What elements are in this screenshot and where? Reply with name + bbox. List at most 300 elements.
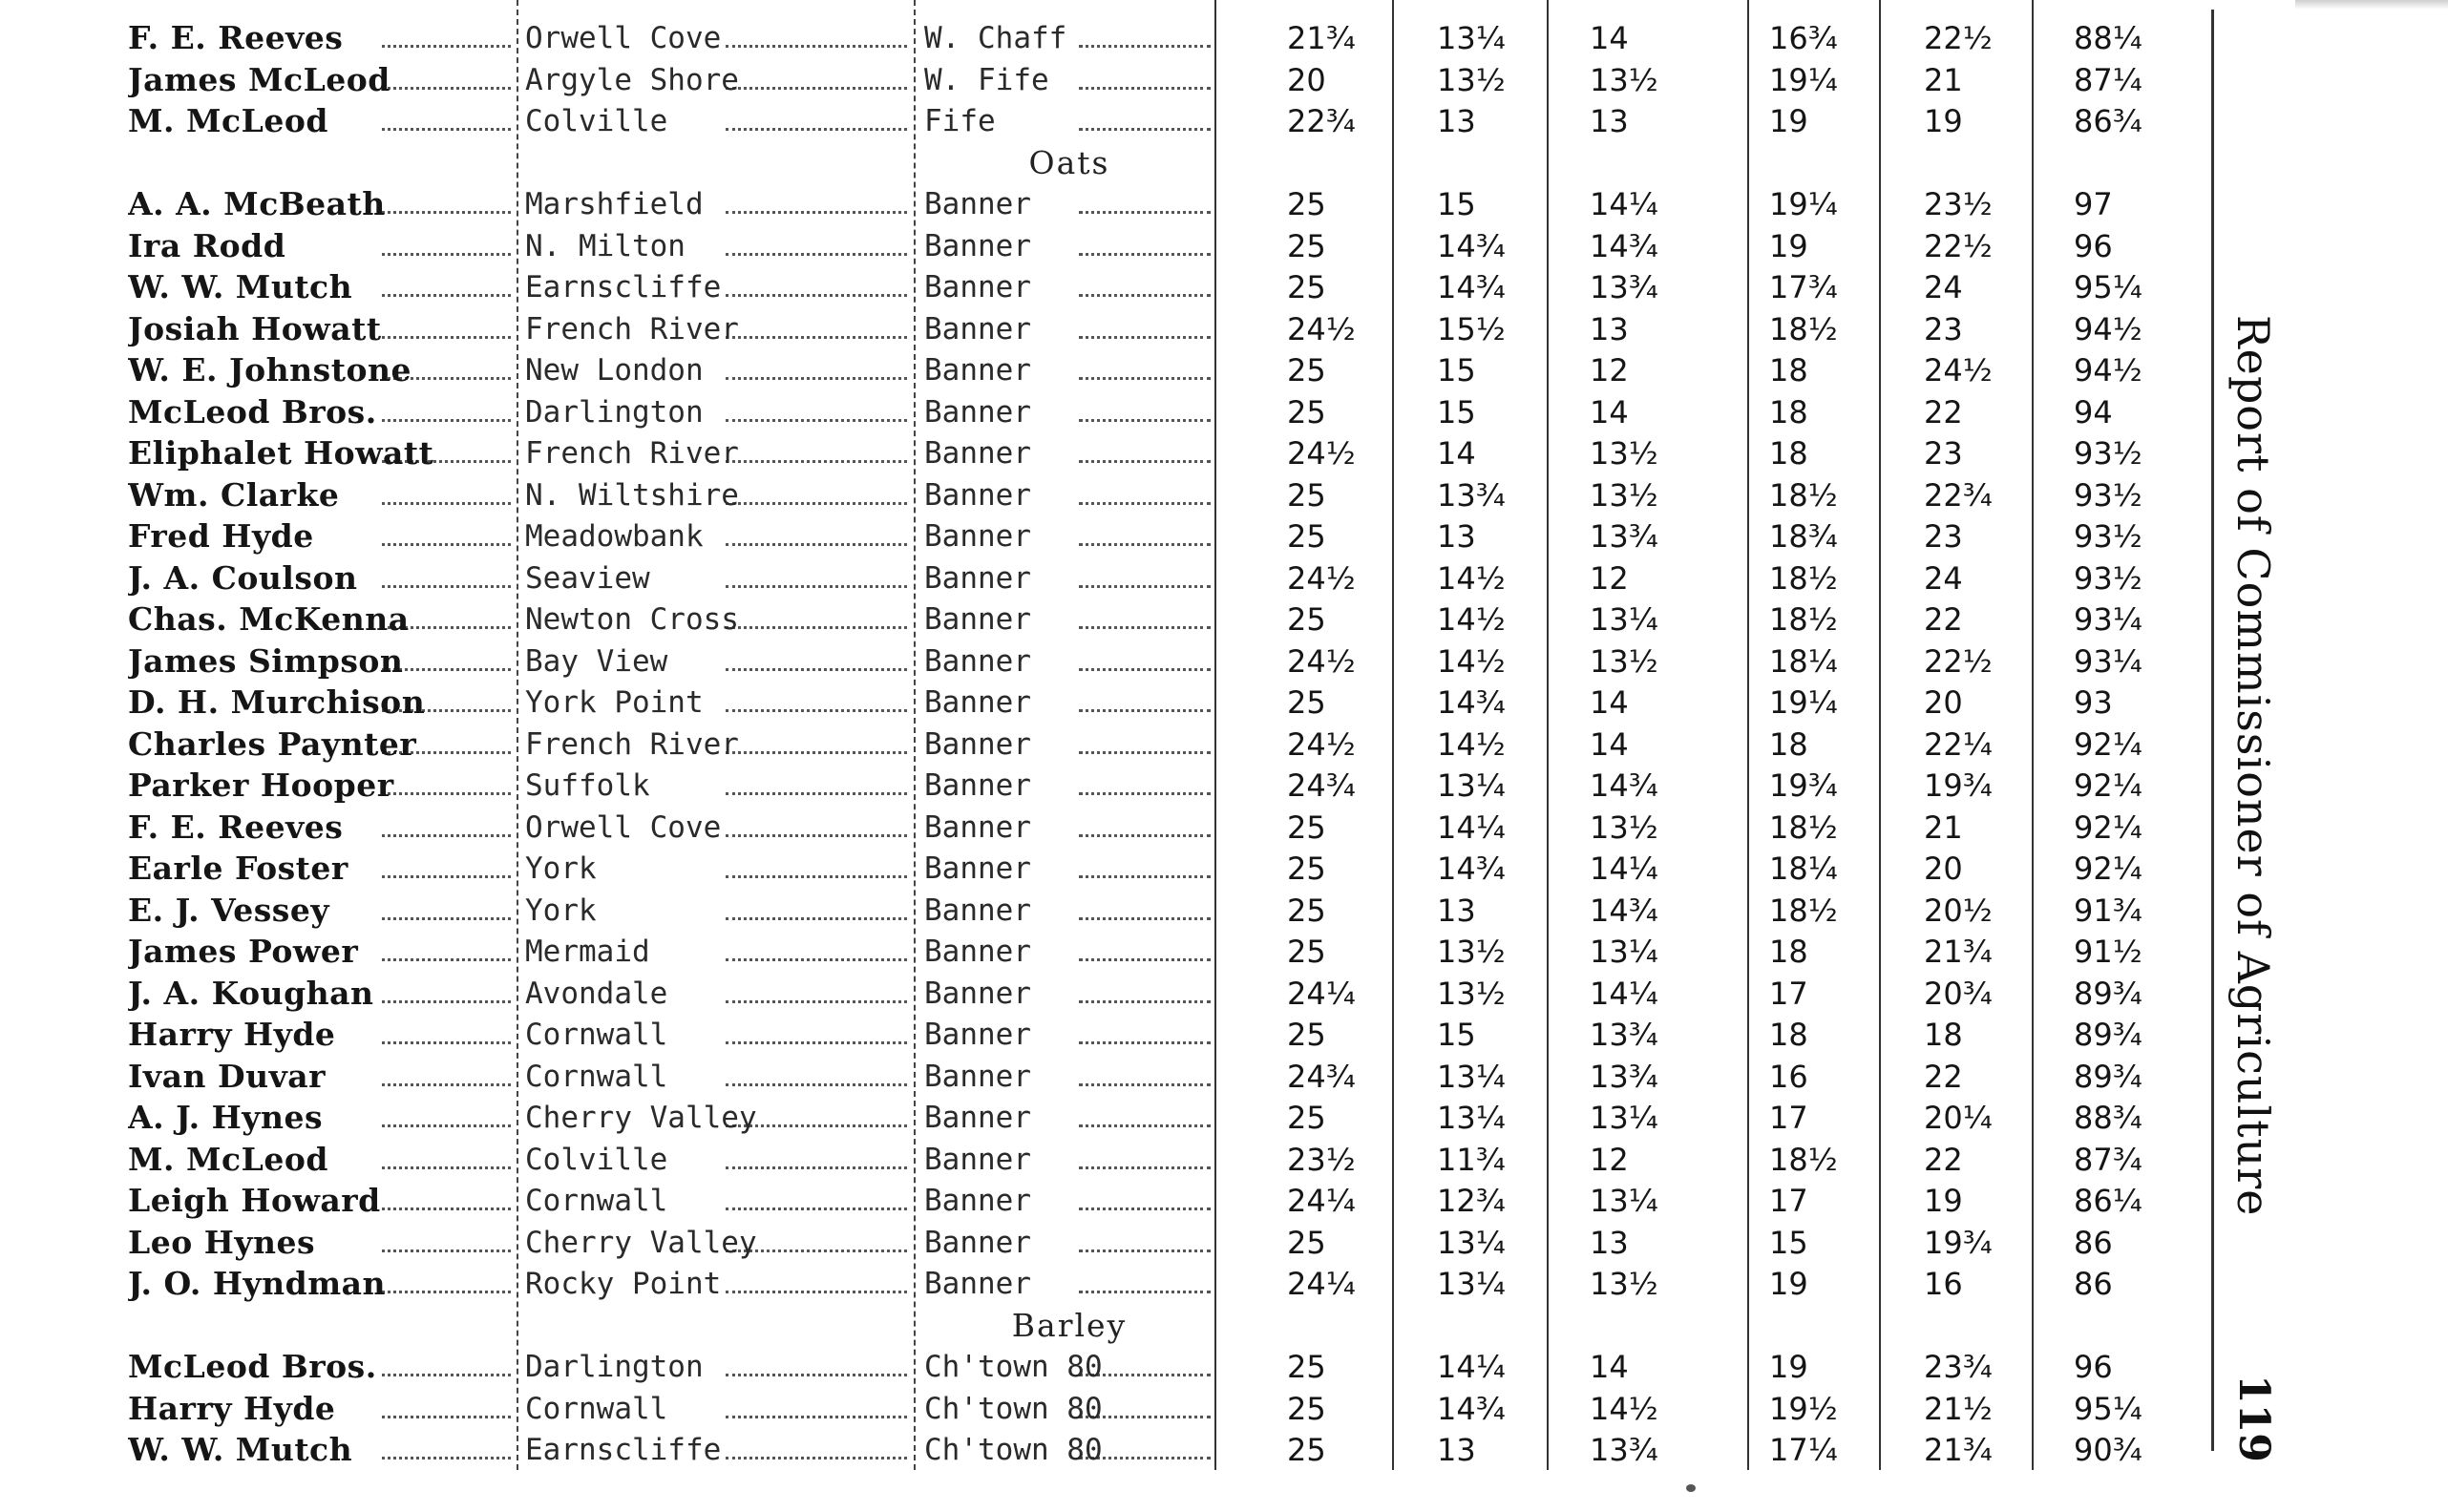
score-cell-2: 13¼: [1437, 1058, 1506, 1095]
exhibitor-name: Leo Hynes: [128, 1223, 316, 1261]
table-row: [0, 933, 2225, 971]
grain-variety: Banner: [924, 892, 1031, 928]
exhibitor-location: Avondale: [525, 976, 668, 1011]
exhibitor-location: Cornwall: [525, 1059, 668, 1094]
score-cell-5: 21¾: [1924, 934, 1993, 970]
exhibitor-location: Suffolk: [525, 768, 650, 803]
grain-variety: Banner: [924, 353, 1031, 388]
score-cell-5: 20½: [1924, 892, 1993, 929]
score-cell-5: 22½: [1924, 20, 1993, 56]
exhibitor-location: Earnscliffe: [525, 270, 722, 304]
table-row: [0, 600, 2225, 639]
grain-variety: Banner: [924, 602, 1031, 637]
table-row: [0, 975, 2225, 1013]
score-cell-3: 13: [1590, 103, 1629, 139]
score-cell-1: 24½: [1287, 310, 1356, 347]
exhibitor-name: J. A. Coulson: [128, 558, 358, 597]
score-cell-1: 25: [1287, 186, 1326, 222]
score-cell-3: 14: [1590, 20, 1629, 56]
score-cell-1: 21¾: [1287, 20, 1356, 56]
score-cell-3: 14½: [1590, 1390, 1658, 1427]
exhibitor-name: James Power: [128, 933, 359, 970]
grain-variety: Banner: [924, 477, 1031, 513]
score-cell-3: 12: [1590, 559, 1629, 597]
score-cell-4: 18½: [1769, 892, 1838, 929]
score-cell-4: 18¼: [1769, 642, 1838, 680]
score-cell-5: 20¼: [1924, 1100, 1993, 1136]
score-cell-1: 25: [1287, 1390, 1326, 1427]
grain-variety: Banner: [924, 934, 1031, 969]
score-cell-3: 13: [1590, 310, 1629, 347]
score-cell-2: 14½: [1437, 642, 1506, 680]
score-cell-6: 93½: [2074, 435, 2142, 472]
exhibitor-name: McLeod Bros.: [128, 392, 377, 430]
score-cell-3: 13½: [1590, 808, 1658, 846]
score-cell-6: 93: [2074, 684, 2113, 721]
score-cell-6: 93¼: [2074, 601, 2142, 638]
score-cell-4: 19¼: [1769, 186, 1838, 222]
score-cell-5: 24: [1924, 559, 1963, 597]
exhibitor-location: York: [525, 892, 597, 928]
score-cell-3: 14: [1590, 725, 1629, 763]
score-cell-6: 87¼: [2074, 61, 2142, 98]
score-cell-6: 93¼: [2074, 642, 2142, 680]
score-cell-3: 13¼: [1590, 1183, 1658, 1219]
grain-variety: Banner: [924, 768, 1031, 803]
grain-variety: Banner: [924, 228, 1031, 263]
table-row: [0, 850, 2225, 888]
score-cell-5: 22: [1924, 1141, 1963, 1178]
score-cell-2: 14½: [1437, 559, 1506, 597]
score-cell-5: 23: [1924, 310, 1963, 347]
score-cell-3: 13½: [1590, 61, 1658, 98]
score-cell-1: 25: [1287, 601, 1326, 638]
score-cell-2: 14½: [1437, 601, 1506, 638]
score-cell-6: 90¾: [2074, 1432, 2142, 1468]
exhibitor-name: A. J. Hynes: [128, 1099, 324, 1136]
grain-variety: Banner: [924, 1101, 1031, 1135]
exhibitor-name: Charles Paynter: [128, 724, 417, 763]
score-cell-3: 13½: [1590, 1266, 1658, 1302]
exhibitor-name: M. McLeod: [128, 102, 328, 139]
table-row: [0, 393, 2225, 431]
score-cell-2: 14: [1437, 435, 1476, 472]
score-cell-4: 19¼: [1769, 684, 1838, 721]
table-row: [0, 61, 2225, 99]
score-cell-1: 25: [1287, 850, 1326, 887]
score-cell-1: 24½: [1287, 559, 1356, 597]
score-cell-3: 14¾: [1590, 767, 1658, 804]
score-cell-1: 25: [1287, 1017, 1326, 1053]
score-cell-2: 15: [1437, 352, 1476, 388]
score-cell-6: 92¼: [2074, 850, 2142, 887]
section-heading: Barley: [1011, 1306, 1128, 1344]
score-cell-4: 18: [1769, 435, 1808, 472]
exhibitor-location: Marshfield: [525, 187, 704, 221]
score-cell-3: 14¾: [1590, 227, 1658, 264]
score-cell-6: 94½: [2074, 352, 2142, 388]
exhibitor-name: F. E. Reeves: [128, 808, 344, 846]
exhibitor-name: James McLeod: [128, 60, 390, 98]
score-cell-6: 96: [2074, 227, 2113, 264]
table-row: [0, 642, 2225, 681]
score-cell-4: 17¼: [1769, 1432, 1838, 1468]
score-cell-4: 16¾: [1769, 20, 1838, 56]
score-cell-6: 91½: [2074, 934, 2142, 970]
grain-variety: Ch'town 80: [924, 1391, 1103, 1426]
score-cell-1: 25: [1287, 352, 1326, 388]
exhibitor-location: Orwell Cove: [525, 809, 722, 845]
score-cell-1: 24½: [1287, 642, 1356, 680]
score-cell-4: 15: [1769, 1224, 1808, 1261]
exhibitor-name: Josiah Howatt: [128, 309, 382, 347]
exhibitor-name: Earle Foster: [128, 850, 348, 887]
score-cell-1: 25: [1287, 1349, 1326, 1385]
grain-variety: Banner: [924, 726, 1031, 762]
table-row: [0, 1265, 2225, 1303]
scan-speck: [1686, 1484, 1696, 1492]
score-cell-5: 19: [1924, 103, 1963, 139]
score-cell-5: 24½: [1924, 352, 1993, 388]
exhibitor-location: Bay View: [525, 643, 668, 679]
score-cell-1: 25: [1287, 518, 1326, 555]
table-row: [0, 1058, 2225, 1096]
score-cell-6: 89¾: [2074, 1058, 2142, 1095]
score-cell-4: 18½: [1769, 1141, 1838, 1178]
score-cell-6: 96: [2074, 1349, 2113, 1385]
score-cell-4: 19½: [1769, 1390, 1838, 1427]
grain-variety: Banner: [924, 560, 1031, 596]
score-cell-1: 25: [1287, 476, 1326, 514]
score-cell-1: 24¾: [1287, 767, 1356, 804]
score-cell-4: 18: [1769, 934, 1808, 970]
score-cell-2: 13: [1437, 103, 1476, 139]
score-cell-1: 25: [1287, 934, 1326, 970]
table-row: [0, 351, 2225, 389]
score-cell-4: 18¾: [1769, 518, 1838, 555]
score-cell-2: 14¾: [1437, 227, 1506, 264]
grain-variety: Banner: [924, 519, 1031, 554]
grain-variety: Banner: [924, 1267, 1031, 1301]
table-row: [0, 559, 2225, 598]
score-cell-4: 19: [1769, 103, 1808, 139]
table-row: [0, 766, 2225, 805]
score-cell-3: 14¾: [1590, 892, 1658, 929]
table-row: [0, 725, 2225, 764]
exhibitor-location: Cornwall: [525, 1184, 668, 1218]
score-cell-5: 19: [1924, 1183, 1963, 1219]
score-cell-2: 13¼: [1437, 1100, 1506, 1136]
score-cell-4: 18: [1769, 725, 1808, 763]
score-cell-3: 14¼: [1590, 975, 1658, 1012]
score-cell-2: 13¼: [1437, 1266, 1506, 1302]
score-cell-6: 92¼: [2074, 767, 2142, 804]
grain-variety: Banner: [924, 1018, 1031, 1052]
scan-edge-shadow: [2295, 0, 2448, 10]
grain-variety: Banner: [924, 685, 1031, 720]
score-cell-1: 24½: [1287, 435, 1356, 472]
table-row: [0, 683, 2225, 722]
score-cell-5: 19¾: [1924, 767, 1993, 804]
score-cell-2: 11¾: [1437, 1141, 1506, 1178]
grain-variety: Banner: [924, 976, 1031, 1011]
score-cell-4: 18: [1769, 352, 1808, 388]
score-cell-3: 14: [1590, 393, 1629, 430]
score-cell-2: 13: [1437, 518, 1476, 555]
exhibitor-name: Ira Rodd: [128, 226, 286, 264]
score-cell-1: 24¾: [1287, 1058, 1356, 1095]
score-cell-5: 21¾: [1924, 1432, 1993, 1468]
exhibitor-name: Harry Hyde: [128, 1016, 336, 1053]
score-cell-5: 22¼: [1924, 725, 1993, 763]
exhibitor-location: Newton Cross: [525, 602, 739, 637]
grain-variety: Banner: [924, 187, 1031, 221]
score-cell-2: 13¼: [1437, 1224, 1506, 1261]
grain-variety: Banner: [924, 851, 1031, 886]
score-cell-6: 95¼: [2074, 269, 2142, 305]
score-cell-1: 24¼: [1287, 975, 1356, 1012]
score-cell-6: 86¼: [2074, 1183, 2142, 1219]
score-cell-4: 18½: [1769, 601, 1838, 638]
exhibitor-name: Leigh Howard: [128, 1182, 381, 1219]
score-cell-6: 87¾: [2074, 1141, 2142, 1178]
exhibitor-location: Mermaid: [525, 934, 650, 969]
exhibitor-name: F. E. Reeves: [128, 19, 344, 56]
score-cell-2: 13¾: [1437, 476, 1506, 514]
score-cell-2: 15½: [1437, 310, 1506, 347]
grain-variety: Banner: [924, 643, 1031, 679]
score-cell-2: 14¾: [1437, 269, 1506, 305]
table-row: [0, 102, 2225, 140]
score-cell-2: 13¼: [1437, 767, 1506, 804]
score-cell-4: 17¾: [1769, 269, 1838, 305]
score-cell-1: 20: [1287, 61, 1326, 98]
score-cell-6: 88¼: [2074, 20, 2142, 56]
exhibitor-location: New London: [525, 353, 704, 388]
exhibitor-location: Darlington: [525, 1350, 704, 1384]
exhibitor-location: Orwell Cove: [525, 21, 722, 55]
table-row: [0, 1182, 2225, 1220]
grain-variety: Ch'town 80: [924, 1350, 1103, 1384]
score-cell-4: 19: [1769, 227, 1808, 264]
score-cell-5: 24: [1924, 269, 1963, 305]
score-cell-4: 17: [1769, 1100, 1808, 1136]
score-cell-1: 25: [1287, 393, 1326, 430]
exhibitor-location: French River: [525, 726, 739, 762]
score-cell-4: 18: [1769, 1017, 1808, 1053]
score-cell-5: 21: [1924, 61, 1963, 98]
score-cell-5: 20: [1924, 850, 1963, 887]
exhibitor-location: French River: [525, 436, 739, 471]
score-cell-3: 14¼: [1590, 850, 1658, 887]
score-cell-4: 16: [1769, 1058, 1808, 1095]
exhibitor-location: York: [525, 851, 597, 886]
score-cell-5: 23¾: [1924, 1349, 1993, 1385]
exhibitor-location: Argyle Shore: [525, 62, 739, 97]
score-cell-1: 25: [1287, 684, 1326, 721]
score-cell-5: 16: [1924, 1266, 1963, 1302]
exhibitor-location: N. Milton: [525, 228, 686, 263]
score-cell-2: 14¼: [1437, 808, 1506, 846]
score-cell-3: 13¾: [1590, 1017, 1658, 1053]
score-cell-4: 18½: [1769, 310, 1838, 347]
exhibitor-location: Seaview: [525, 560, 650, 596]
score-cell-3: 13: [1590, 1224, 1629, 1261]
score-cell-5: 22½: [1924, 642, 1993, 680]
grain-variety: Banner: [924, 1059, 1031, 1094]
score-cell-2: 14½: [1437, 725, 1506, 763]
grain-variety: Ch'town 80: [924, 1433, 1103, 1467]
table-row: [0, 808, 2225, 847]
exhibitor-location: Darlington: [525, 394, 704, 430]
score-cell-1: 22¾: [1287, 103, 1356, 139]
grain-variety: Banner: [924, 1142, 1031, 1177]
grain-variety: Banner: [924, 436, 1031, 471]
score-cell-3: 13¼: [1590, 601, 1658, 638]
exhibitor-name: J. O. Hyndman: [128, 1265, 387, 1302]
score-cell-3: 13¾: [1590, 1058, 1658, 1095]
exhibitor-name: Wm. Clarke: [128, 475, 340, 514]
grain-variety: W. Chaff: [924, 21, 1067, 55]
score-cell-3: 14: [1590, 1349, 1629, 1385]
exhibitor-location: Cherry Valley: [525, 1101, 757, 1135]
score-cell-1: 25: [1287, 1224, 1326, 1261]
score-cell-6: 94½: [2074, 310, 2142, 347]
exhibitor-name: Eliphalet Howatt: [128, 434, 434, 472]
score-cell-6: 88¾: [2074, 1100, 2142, 1136]
section-heading: Oats: [1028, 143, 1110, 181]
score-cell-2: 12¾: [1437, 1183, 1506, 1219]
exhibitor-name: McLeod Bros.: [128, 1348, 377, 1385]
table-row: [0, 1431, 2225, 1469]
score-cell-1: 24¼: [1287, 1266, 1356, 1302]
grain-variety: Banner: [924, 270, 1031, 304]
exhibitor-location: Cornwall: [525, 1018, 668, 1052]
score-cell-6: 92¼: [2074, 808, 2142, 846]
exhibitor-location: Colville: [525, 104, 668, 138]
score-cell-4: 17: [1769, 975, 1808, 1012]
score-cell-6: 95¼: [2074, 1390, 2142, 1427]
score-cell-3: 13½: [1590, 435, 1658, 472]
exhibitor-name: W. W. Mutch: [128, 1431, 353, 1468]
score-cell-4: 19¼: [1769, 61, 1838, 98]
table-row: [0, 1390, 2225, 1428]
table-row: [0, 1224, 2225, 1262]
score-cell-4: 19¾: [1769, 767, 1838, 804]
score-cell-6: 86: [2074, 1224, 2113, 1261]
score-cell-6: 93½: [2074, 559, 2142, 597]
score-cell-3: 13¼: [1590, 934, 1658, 970]
score-cell-1: 25: [1287, 1432, 1326, 1468]
score-cell-2: 14¾: [1437, 684, 1506, 721]
score-cell-5: 21: [1924, 808, 1963, 846]
table-row: [0, 227, 2225, 265]
table-row: [0, 476, 2225, 514]
score-cell-1: 25: [1287, 1100, 1326, 1136]
score-cell-3: 14: [1590, 684, 1629, 721]
exhibitor-location: French River: [525, 311, 739, 346]
exhibitor-name: Ivan Duvar: [128, 1057, 327, 1095]
score-cell-5: 21½: [1924, 1390, 1993, 1427]
side-title: Report of Commissioner of Agriculture: [2227, 315, 2279, 1217]
score-cell-4: 18¼: [1769, 850, 1838, 887]
score-cell-1: 24¼: [1287, 1183, 1356, 1219]
exhibitor-location: Earnscliffe: [525, 1433, 722, 1467]
score-cell-2: 13½: [1437, 61, 1506, 98]
score-cell-6: 92¼: [2074, 725, 2142, 763]
exhibitor-location: N. Wiltshire: [525, 477, 739, 513]
score-cell-3: 13¾: [1590, 1432, 1658, 1468]
score-cell-1: 24½: [1287, 725, 1356, 763]
score-cell-6: 89¾: [2074, 975, 2142, 1012]
exhibitor-name: Fred Hyde: [128, 517, 314, 555]
score-cell-2: 13½: [1437, 934, 1506, 970]
score-cell-6: 89¾: [2074, 1017, 2142, 1053]
score-cell-6: 86: [2074, 1266, 2113, 1302]
grain-variety: Banner: [924, 809, 1031, 845]
score-cell-2: 14¾: [1437, 1390, 1506, 1427]
score-cell-6: 93½: [2074, 518, 2142, 555]
score-cell-1: 25: [1287, 892, 1326, 929]
grain-variety: Banner: [924, 1225, 1031, 1260]
score-cell-6: 91¾: [2074, 892, 2142, 929]
score-cell-3: 13½: [1590, 642, 1658, 680]
exhibitor-name: E. J. Vessey: [128, 891, 330, 929]
score-cell-5: 19¾: [1924, 1224, 1993, 1261]
score-cell-4: 19: [1769, 1266, 1808, 1302]
score-cell-2: 15: [1437, 186, 1476, 222]
table-row: [0, 1141, 2225, 1179]
table-row: [0, 517, 2225, 556]
score-cell-1: 25: [1287, 227, 1326, 264]
table-row: [0, 892, 2225, 930]
score-cell-3: 12: [1590, 1141, 1629, 1178]
exhibitor-name: Parker Hooper: [128, 766, 394, 804]
score-cell-3: 13¾: [1590, 269, 1658, 305]
exhibitor-location: Cornwall: [525, 1391, 668, 1426]
score-cell-3: 12: [1590, 352, 1629, 388]
exhibitor-location: Meadowbank: [525, 519, 704, 554]
score-cell-4: 18: [1769, 393, 1808, 430]
score-cell-4: 19: [1769, 1349, 1808, 1385]
score-cell-3: 13¼: [1590, 1100, 1658, 1136]
exhibitor-location: Colville: [525, 1142, 668, 1177]
score-cell-3: 14¼: [1590, 186, 1658, 222]
table-row: [0, 1016, 2225, 1054]
score-cell-6: 97: [2074, 186, 2113, 222]
table-row: [0, 19, 2225, 57]
grain-variety: Fife: [924, 104, 996, 138]
exhibitor-location: Cherry Valley: [525, 1225, 757, 1260]
exhibitor-name: J. A. Koughan: [128, 974, 374, 1012]
exhibitor-name: Chas. McKenna: [128, 600, 410, 638]
score-cell-2: 13: [1437, 892, 1476, 929]
score-cell-6: 86¾: [2074, 103, 2142, 139]
score-cell-1: 23½: [1287, 1141, 1356, 1178]
score-cell-4: 18½: [1769, 808, 1838, 846]
table-row: [0, 1348, 2225, 1386]
exhibitor-name: A. A. McBeath: [128, 185, 386, 222]
score-cell-1: 25: [1287, 808, 1326, 846]
score-cell-5: 22: [1924, 1058, 1963, 1095]
score-cell-4: 17: [1769, 1183, 1808, 1219]
exhibitor-name: James Simpson: [128, 641, 404, 680]
score-cell-3: 13¾: [1590, 518, 1658, 555]
page-number: 119: [2229, 1375, 2278, 1462]
score-cell-5: 22: [1924, 601, 1963, 638]
score-cell-5: 23½: [1924, 186, 1993, 222]
score-cell-5: 22½: [1924, 227, 1993, 264]
